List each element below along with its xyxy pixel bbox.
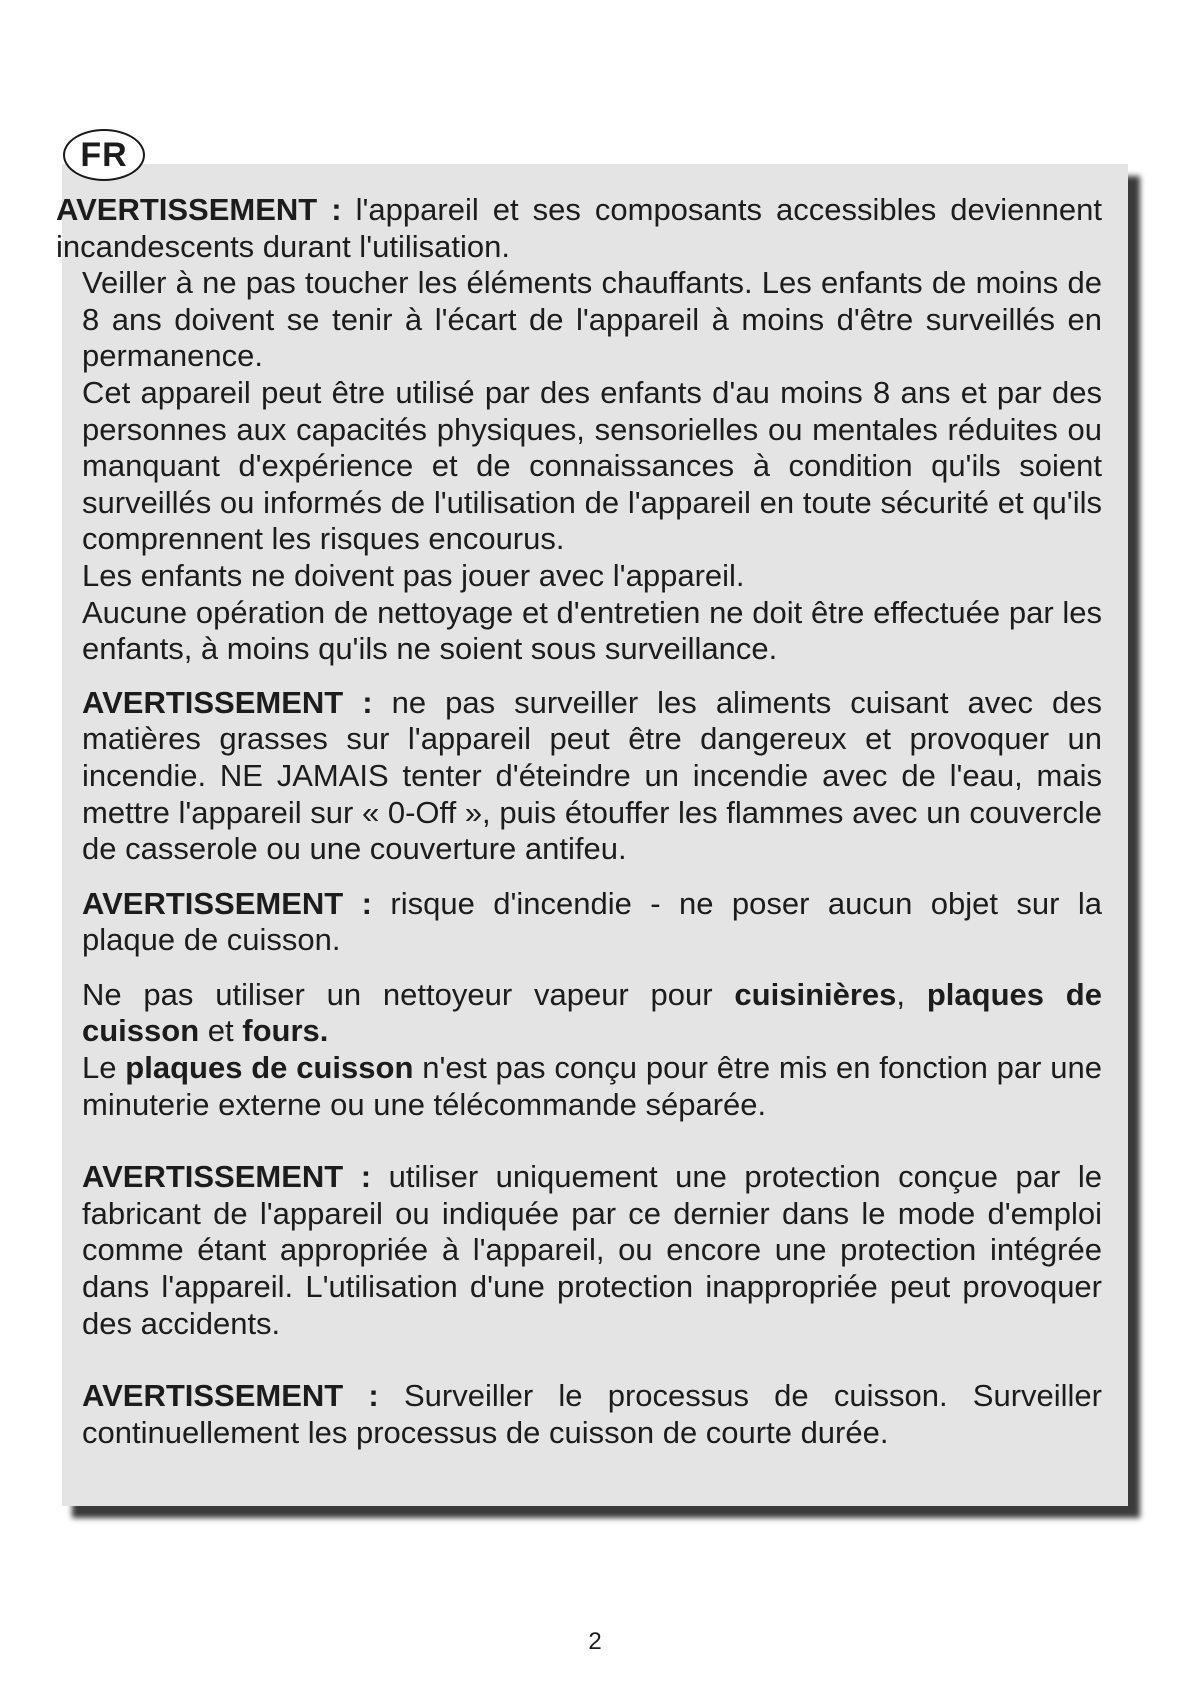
paragraph-heating-elements: Veiller à ne pas toucher les éléments chauffants. Les enfants de moins de 8 ans doivent se tenir à l'écart de l'appareil à moins d'être surveillés en permanence. [82,265,1102,374]
warning-label: AVERTISSEMENT : [82,1378,379,1414]
warning-label: AVERTISSEMENT : [82,684,373,720]
warning-cooking-process: AVERTISSEMENT : Surveiller le processus de cuisson. Surveiller continuellement les processus de cuisson de courte durée. [82,1378,1102,1450]
warning-protection: AVERTISSEMENT : utiliser uniquement une protection conçue par le fabricant de l'appareil ou indiquée par ce dernier dans le mode d'emploi comme étant appropriée à l'appareil, ou encore une protection intégrée dans l'appareil. L'utilisation d'une protection inappropriée peut provoquer des accidents. [82,1159,1102,1341]
paragraph-steam-cleaner: Ne pas utiliser un nettoyeur vapeur pour cuisinières, plaques de cuisson et fours. [82,976,1102,1049]
language-badge: FR [63,129,145,181]
warning-content [56,192,1102,1451]
warning-fat-fire: AVERTISSEMENT : ne pas surveiller les aliments cuisant avec des matières grasses sur l'appareil peut être dangereux et provoquer un incendie. NE JAMAIS tenter d'éteindre un incendie avec de l'eau, mais mettre l'appareil sur « 0-Off », puis étouffer les flammes avec un couvercle de casserole ou une couverture antifeu. [82,684,1102,867]
warning-hot-parts: AVERTISSEMENT : l'appareil et ses composants accessibles deviennent incandescents durant l'utilisation. [56,192,1102,264]
paragraph-timer: Le plaques de cuisson n'est pas conçu pour être mis en fonction par une minuterie externe ou une télécommande séparée. [82,1050,1102,1122]
paragraph-cleaning: Aucune opération de nettoyage et d'entretien ne doit être effectuée par les enfants, à moins qu'ils ne soient sous surveillance. [82,594,1102,667]
warning-fire-risk: AVERTISSEMENT : risque d'incendie - ne poser aucun objet sur la plaque de cuisson. [82,885,1102,958]
paragraph-supervision: Cet appareil peut être utilisé par des enfants d'au moins 8 ans et par des personnes aux capacités physiques, sensorielles ou mentales réduites ou manquant d'expérience et de connaissances à condition qu'ils soient surveillés ou informés de l'utilisation de l'appareil en toute sécurité et qu'ils comprennent les risques encourus. [82,374,1102,557]
paragraph-children-play: Les enfants ne doivent pas jouer avec l'appareil. [82,557,745,593]
warning-label: AVERTISSEMENT : [82,885,372,921]
warning-label: AVERTISSEMENT : [56,192,342,227]
warning-label: AVERTISSEMENT : [82,1159,372,1195]
page-number: 2 [588,1628,602,1655]
